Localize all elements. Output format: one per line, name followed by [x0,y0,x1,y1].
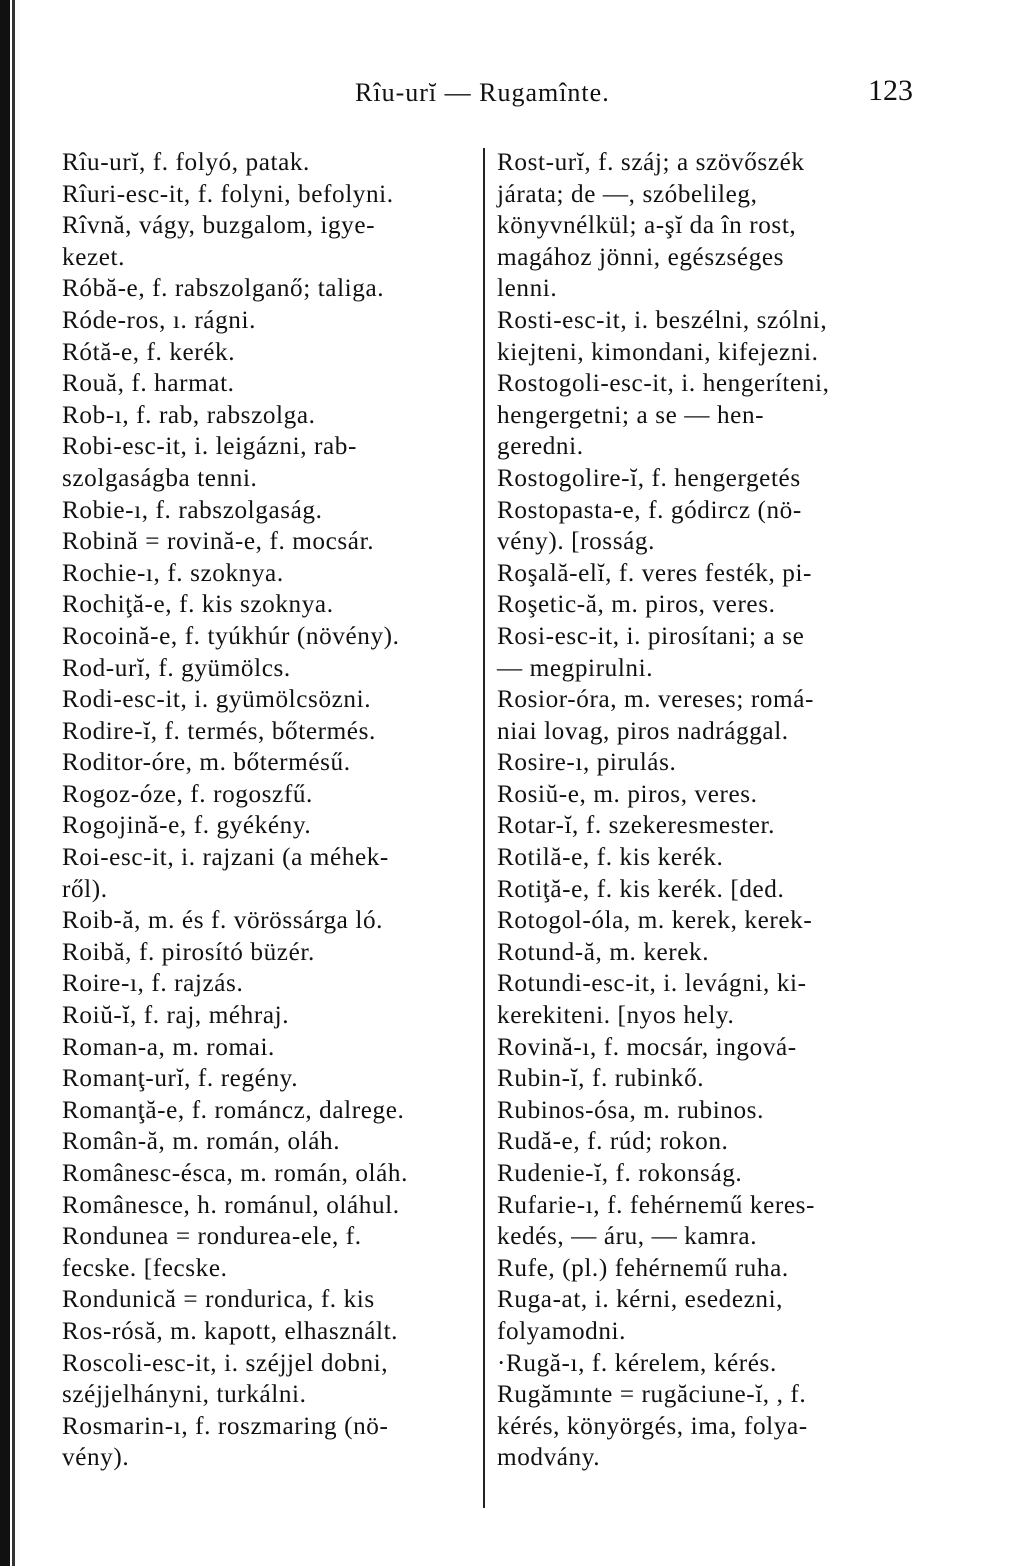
dictionary-entry [497,747,925,779]
entry-line: Romanţă-e, f. románcz, dalrege. [62,1096,405,1124]
entry-line: Roşetic-ă, m. piros, veres. [497,591,776,619]
entry-line: hengergetni; a se — hen- [497,401,765,429]
dictionary-entry [62,1316,477,1348]
entry-line: Rîvnă, vágy, buzgalom, igye- [62,212,376,240]
dictionary-entry [62,368,477,400]
dictionary-entry [62,684,477,716]
entry-line: Rufe, (pl.) fehérnemű ruha. [497,1254,789,1282]
dictionary-entry [62,1158,477,1190]
dictionary-entry [62,558,477,590]
page-number: 123 [868,74,913,107]
dictionary-entry [62,210,477,273]
entry-line: kedés, — áru, — kamra. [497,1223,758,1251]
entry-line: Rotund-ă, m. kerek. [497,938,710,966]
entry-line: Rosi-esc-it, i. pirosítani; a se [497,622,805,650]
dictionary-entry [497,1253,925,1285]
entry-line: Rosire-ı, pirulás. [497,749,677,777]
dictionary-entry [62,495,477,527]
entry-line: Rost-urĭ, f. száj; a szövőszék [497,149,805,176]
dictionary-entry [62,1190,477,1222]
dictionary-entry [497,842,925,874]
dictionary-entry [62,273,477,305]
dictionary-entry [497,874,925,906]
entry-line: Roib-ă, m. és f. vörössárga ló. [62,907,384,935]
entry-line: könyvnélkül; a-şĭ da în rost, [497,212,797,240]
dictionary-entry [497,937,925,969]
entry-line: ről). [62,875,108,903]
dictionary-entry [62,400,477,432]
entry-line: Roman-a, m. romai. [62,1033,275,1061]
entry-line: Rostopasta-e, f. gódircz (nö- [497,496,802,524]
dictionary-entry [497,305,925,368]
entry-line: Rotundi-esc-it, i. levágni, ki- [497,970,807,998]
entry-line: Rodi-esc-it, i. gyümölcsözni. [62,686,372,714]
entry-line: Rubin-ĭ, f. rubinkő. [497,1065,705,1093]
entry-line: járata; de —, szóbelileg, [497,180,758,208]
dictionary-entry [62,621,477,653]
entry-line: Rosiŭ-e, m. piros, veres. [497,780,758,808]
dictionary-entry [62,431,477,494]
entry-line: Robi-esc-it, i. leigázni, rab- [62,433,357,461]
dictionary-entry [497,621,925,684]
dictionary-entry [62,147,477,179]
dictionary-entry [497,1063,925,1095]
dictionary-entry [62,589,477,621]
entry-line: Rugămınte = rugăciune-ĭ, , f. [497,1381,807,1409]
entry-line: Roibă, f. pirosító büzér. [62,938,315,966]
dictionary-entry [497,1190,925,1253]
dictionary-entry [497,147,925,305]
dictionary-entry [62,1063,477,1095]
entry-line: Roire-ı, f. rajzás. [62,970,244,998]
dictionary-entry [497,1032,925,1064]
entry-line: Róbă-e, f. rabszolganő; taliga. [62,275,385,303]
entry-line: Rotar-ĭ, f. szekeresmester. [497,812,775,840]
dictionary-entry [62,1411,477,1474]
entry-line: Rosmarin-ı, f. roszmaring (nö- [62,1412,389,1440]
dictionary-entry [497,684,925,747]
entry-line: Rotogol-óla, m. kerek, kerek- [497,907,813,935]
entry-line: — megpirulni. [497,654,654,682]
entry-line: Rudă-e, f. rúd; rokon. [497,1128,729,1156]
entry-line: Roditor-óre, m. bőtermésű. [62,749,351,777]
dictionary-entry [497,810,925,842]
dictionary-entry [62,305,477,337]
dictionary-entry [62,1095,477,1127]
dictionary-entry [62,1032,477,1064]
entry-line: Ros-rósă, m. kapott, elhasznált. [62,1317,399,1345]
entry-line: niai lovag, piros nadrággal. [497,717,789,745]
dictionary-entry [62,1126,477,1158]
entry-line: Rosior-óra, m. vereses; romá- [497,686,814,714]
entry-line: Rob-ı, f. rab, rabszolga. [62,401,316,429]
entry-line: Roscoli-esc-it, i. széjjel dobni, [62,1349,389,1377]
dictionary-entry [62,653,477,685]
dictionary-entry [62,337,477,369]
entry-line: Rodire-ĭ, f. termés, bőtermés. [62,717,376,745]
entry-line: Rosti-esc-it, i. beszélni, szólni, [497,306,828,334]
entry-line: szolgaságba tenni. [62,464,258,492]
dictionary-entry [497,1126,925,1158]
dictionary-entry [497,1284,925,1347]
page-spine-edge [0,0,10,1566]
dictionary-entry [497,1095,925,1127]
entry-line: Rochie-ı, f. szoknya. [62,559,284,587]
entry-line: Roşală-elĭ, f. veres festék, pi- [497,559,813,587]
dictionary-entry [62,1000,477,1032]
entry-line: vény). [62,1444,130,1472]
entry-line: Rondunea = rondurea-ele, f. [62,1223,362,1251]
entry-line: Rovină-ı, f. mocsár, ingová- [497,1033,797,1061]
entry-line: Rudenie-ĭ, f. rokonság. [497,1160,743,1187]
entry-line: Rocoină-e, f. tyúkhúr (növény). [62,622,400,650]
dictionary-entry [62,968,477,1000]
entry-line: széjjelhányni, turkálni. [62,1381,307,1409]
entry-line: Rostogoli-esc-it, i. hengeríteni, [497,370,830,398]
dictionary-entry [497,1158,925,1190]
page-header [0,74,1024,118]
entry-line: modvány. [497,1444,601,1472]
dictionary-entry [62,779,477,811]
entry-line: Rîu-urĭ, f. folyó, patak. [62,149,310,176]
dictionary-entry [62,179,477,211]
dictionary-entry [497,589,925,621]
entry-line: Românesc-ésca, m. román, oláh. [62,1160,409,1187]
dictionary-entry [62,747,477,779]
right-column [497,147,925,1474]
dictionary-entry [62,716,477,748]
dictionary-entry [62,937,477,969]
dictionary-entry [62,1348,477,1411]
dictionary-entry [62,905,477,937]
entry-line: Rochiţă-e, f. kis szoknya. [62,591,334,619]
dictionary-entry [62,526,477,558]
entry-line: Rotiţă-e, f. kis kerék. [ded. [497,875,785,903]
entry-line: Robină = rovină-e, f. mocsár. [62,528,375,556]
running-title: Rîu-urĭ — Rugamînte. [355,78,610,107]
entry-line: lenni. [497,275,558,303]
dictionary-entry [497,779,925,811]
entry-line: Rouă, f. harmat. [62,370,235,398]
entry-line: magához jönni, egészséges [497,243,785,271]
entry-line: Rogoz-óze, f. rogoszfű. [62,780,313,808]
entry-line: Rotilă-e, f. kis kerék. [497,844,724,872]
dictionary-entry [497,1379,925,1474]
entry-line: Rubinos-ósa, m. rubinos. [497,1096,764,1124]
entry-line: Rogojină-e, f. gyékény. [62,812,312,840]
entry-line: geredni. [497,433,584,461]
entry-line: vény). [rosság. [497,528,655,556]
entry-line: Róde-ros, ı. rágni. [62,306,256,334]
entry-line: Rótă-e, f. kerék. [62,338,236,366]
entry-line: Rod-urĭ, f. gyümölcs. [62,654,291,682]
dictionary-entry [62,842,477,905]
column-divider [483,148,485,1508]
entry-line: Românesce, h. románul, oláhul. [62,1191,400,1219]
entry-line: kezet. [62,243,126,271]
dictionary-entry [497,368,925,463]
dictionary-entry [62,810,477,842]
entry-line: kérés, könyörgés, ima, folya- [497,1412,808,1440]
entry-line: Rondunică = rondurica, f. kis [62,1286,375,1314]
entry-line: ·Rugă-ı, f. kérelem, kérés. [497,1349,777,1377]
dictionary-entry [497,463,925,495]
left-column [62,147,477,1474]
entry-line: Rostogolire-ĭ, f. hengergetés [497,464,801,492]
entry-line: Ruga-at, i. kérni, esedezni, [497,1286,784,1314]
entry-line: Roi-esc-it, i. rajzani (a méhek- [62,844,389,872]
entry-line: Român-ă, m. román, oláh. [62,1128,341,1156]
entry-line: kiejteni, kimondani, kifejezni. [497,338,819,366]
entry-line: Roiŭ-ĭ, f. raj, méhraj. [62,1002,290,1030]
entry-line: kerekiteni. [nyos hely. [497,1002,735,1030]
dictionary-entry [497,968,925,1031]
dictionary-entry [497,495,925,558]
dictionary-entry [497,558,925,590]
dictionary-entry [497,905,925,937]
entry-line: Rufarie-ı, f. fehérnemű keres- [497,1191,815,1219]
entry-line: fecske. [fecske. [62,1254,228,1282]
entry-line: Romanţ-urĭ, f. regény. [62,1065,299,1093]
dictionary-entry [497,1348,925,1380]
dictionary-entry [62,1284,477,1316]
entry-line: Robie-ı, f. rabszolgaság. [62,496,323,524]
entry-line: folyamodni. [497,1317,627,1345]
dictionary-entry [62,1221,477,1284]
entry-line: Rîuri-esc-it, f. folyni, befolyni. [62,180,394,208]
page-spine-shadow [12,0,15,1566]
